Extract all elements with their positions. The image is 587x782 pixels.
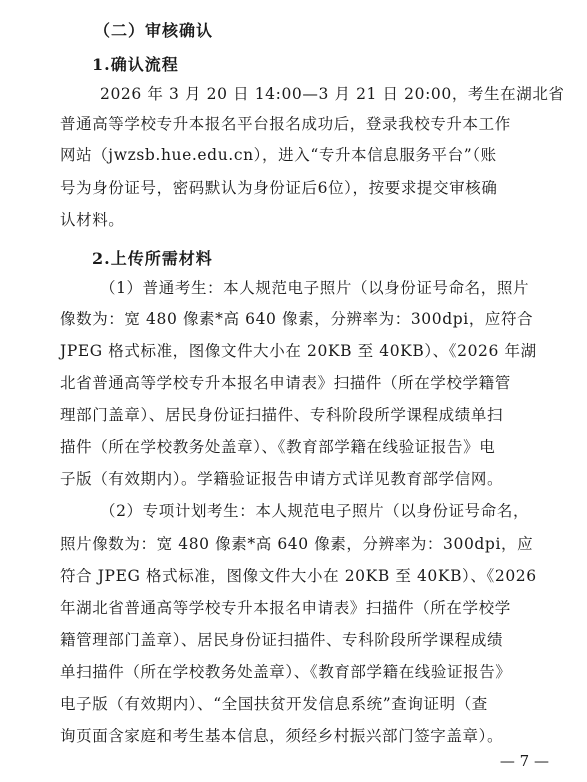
paragraph-line: 年湖北省普通高等学校专升本报名申请表》扫描件（所在学校学 bbox=[60, 599, 511, 617]
paragraph-line: 网站（jwzsb.hue.edu.cn），进入“专升本信息服务平台”（账 bbox=[60, 146, 497, 164]
paragraph-line: 子版（有效期内）。学籍验证报告申请方式详见教育部学信网。 bbox=[60, 470, 504, 488]
paragraph-line: 询页面含家庭和考生基本信息，须经乡村振兴部门签字盖章）。 bbox=[60, 727, 504, 745]
paragraph-line: 2026 年 3 月 20 日 14:00—3 月 21 日 20:00，考生在湖北省 bbox=[100, 85, 565, 103]
paragraph-line: 籍管理部门盖章）、居民身份证扫描件、专科阶段所学课程成绩 bbox=[60, 631, 504, 649]
paragraph-line: （2）专项计划考生：本人规范电子照片（以身份证号命名， bbox=[100, 502, 530, 520]
subsection-heading-upload-materials: 2.上传所需材料 bbox=[92, 249, 213, 268]
paragraph-line: 电子版（有效期内）、“全国扶贫开发信息系统”查询证明（查 bbox=[60, 695, 488, 713]
page-number: — 7 — bbox=[499, 752, 549, 770]
paragraph-line: 普通高等学校专升本报名平台报名成功后，登录我校专升本工作 bbox=[60, 115, 511, 133]
subsection-heading-confirm-process: 1.确认流程 bbox=[92, 55, 179, 74]
paragraph-line: 像数为：宽 480 像素*高 640 像素，分辨率为：300dpi，应符合 bbox=[60, 310, 534, 328]
paragraph-line: 照片像数为：宽 480 像素*高 640 像素，分辨率为：300dpi，应 bbox=[60, 535, 534, 553]
paragraph-line: 认材料。 bbox=[60, 211, 125, 229]
paragraph-line: 单扫描件（所在学校教务处盖章）、《教育部学籍在线验证报告》 bbox=[60, 663, 512, 681]
paragraph-line: 符合 JPEG 格式标准，图像文件大小在 20KB 至 40KB）、《2026 bbox=[60, 567, 537, 585]
paragraph-line: JPEG 格式标准，图像文件大小在 20KB 至 40KB）、《2026 年湖 bbox=[60, 342, 537, 360]
paragraph-line: 北省普通高等学校专升本报名申请表》扫描件（所在学校学籍管 bbox=[60, 374, 511, 392]
paragraph-line: 理部门盖章）、居民身份证扫描件、专科阶段所学课程成绩单扫 bbox=[60, 406, 504, 424]
paragraph-line: 描件（所在学校教务处盖章）、《教育部学籍在线验证报告》电 bbox=[60, 438, 496, 456]
paragraph-line: 号为身份证号，密码默认为身份证后6位），按要求提交审核确 bbox=[60, 179, 498, 197]
section-heading: （二）审核确认 bbox=[94, 21, 214, 40]
paragraph-line: （1）普通考生：本人规范电子照片（以身份证号命名，照片 bbox=[100, 279, 530, 297]
